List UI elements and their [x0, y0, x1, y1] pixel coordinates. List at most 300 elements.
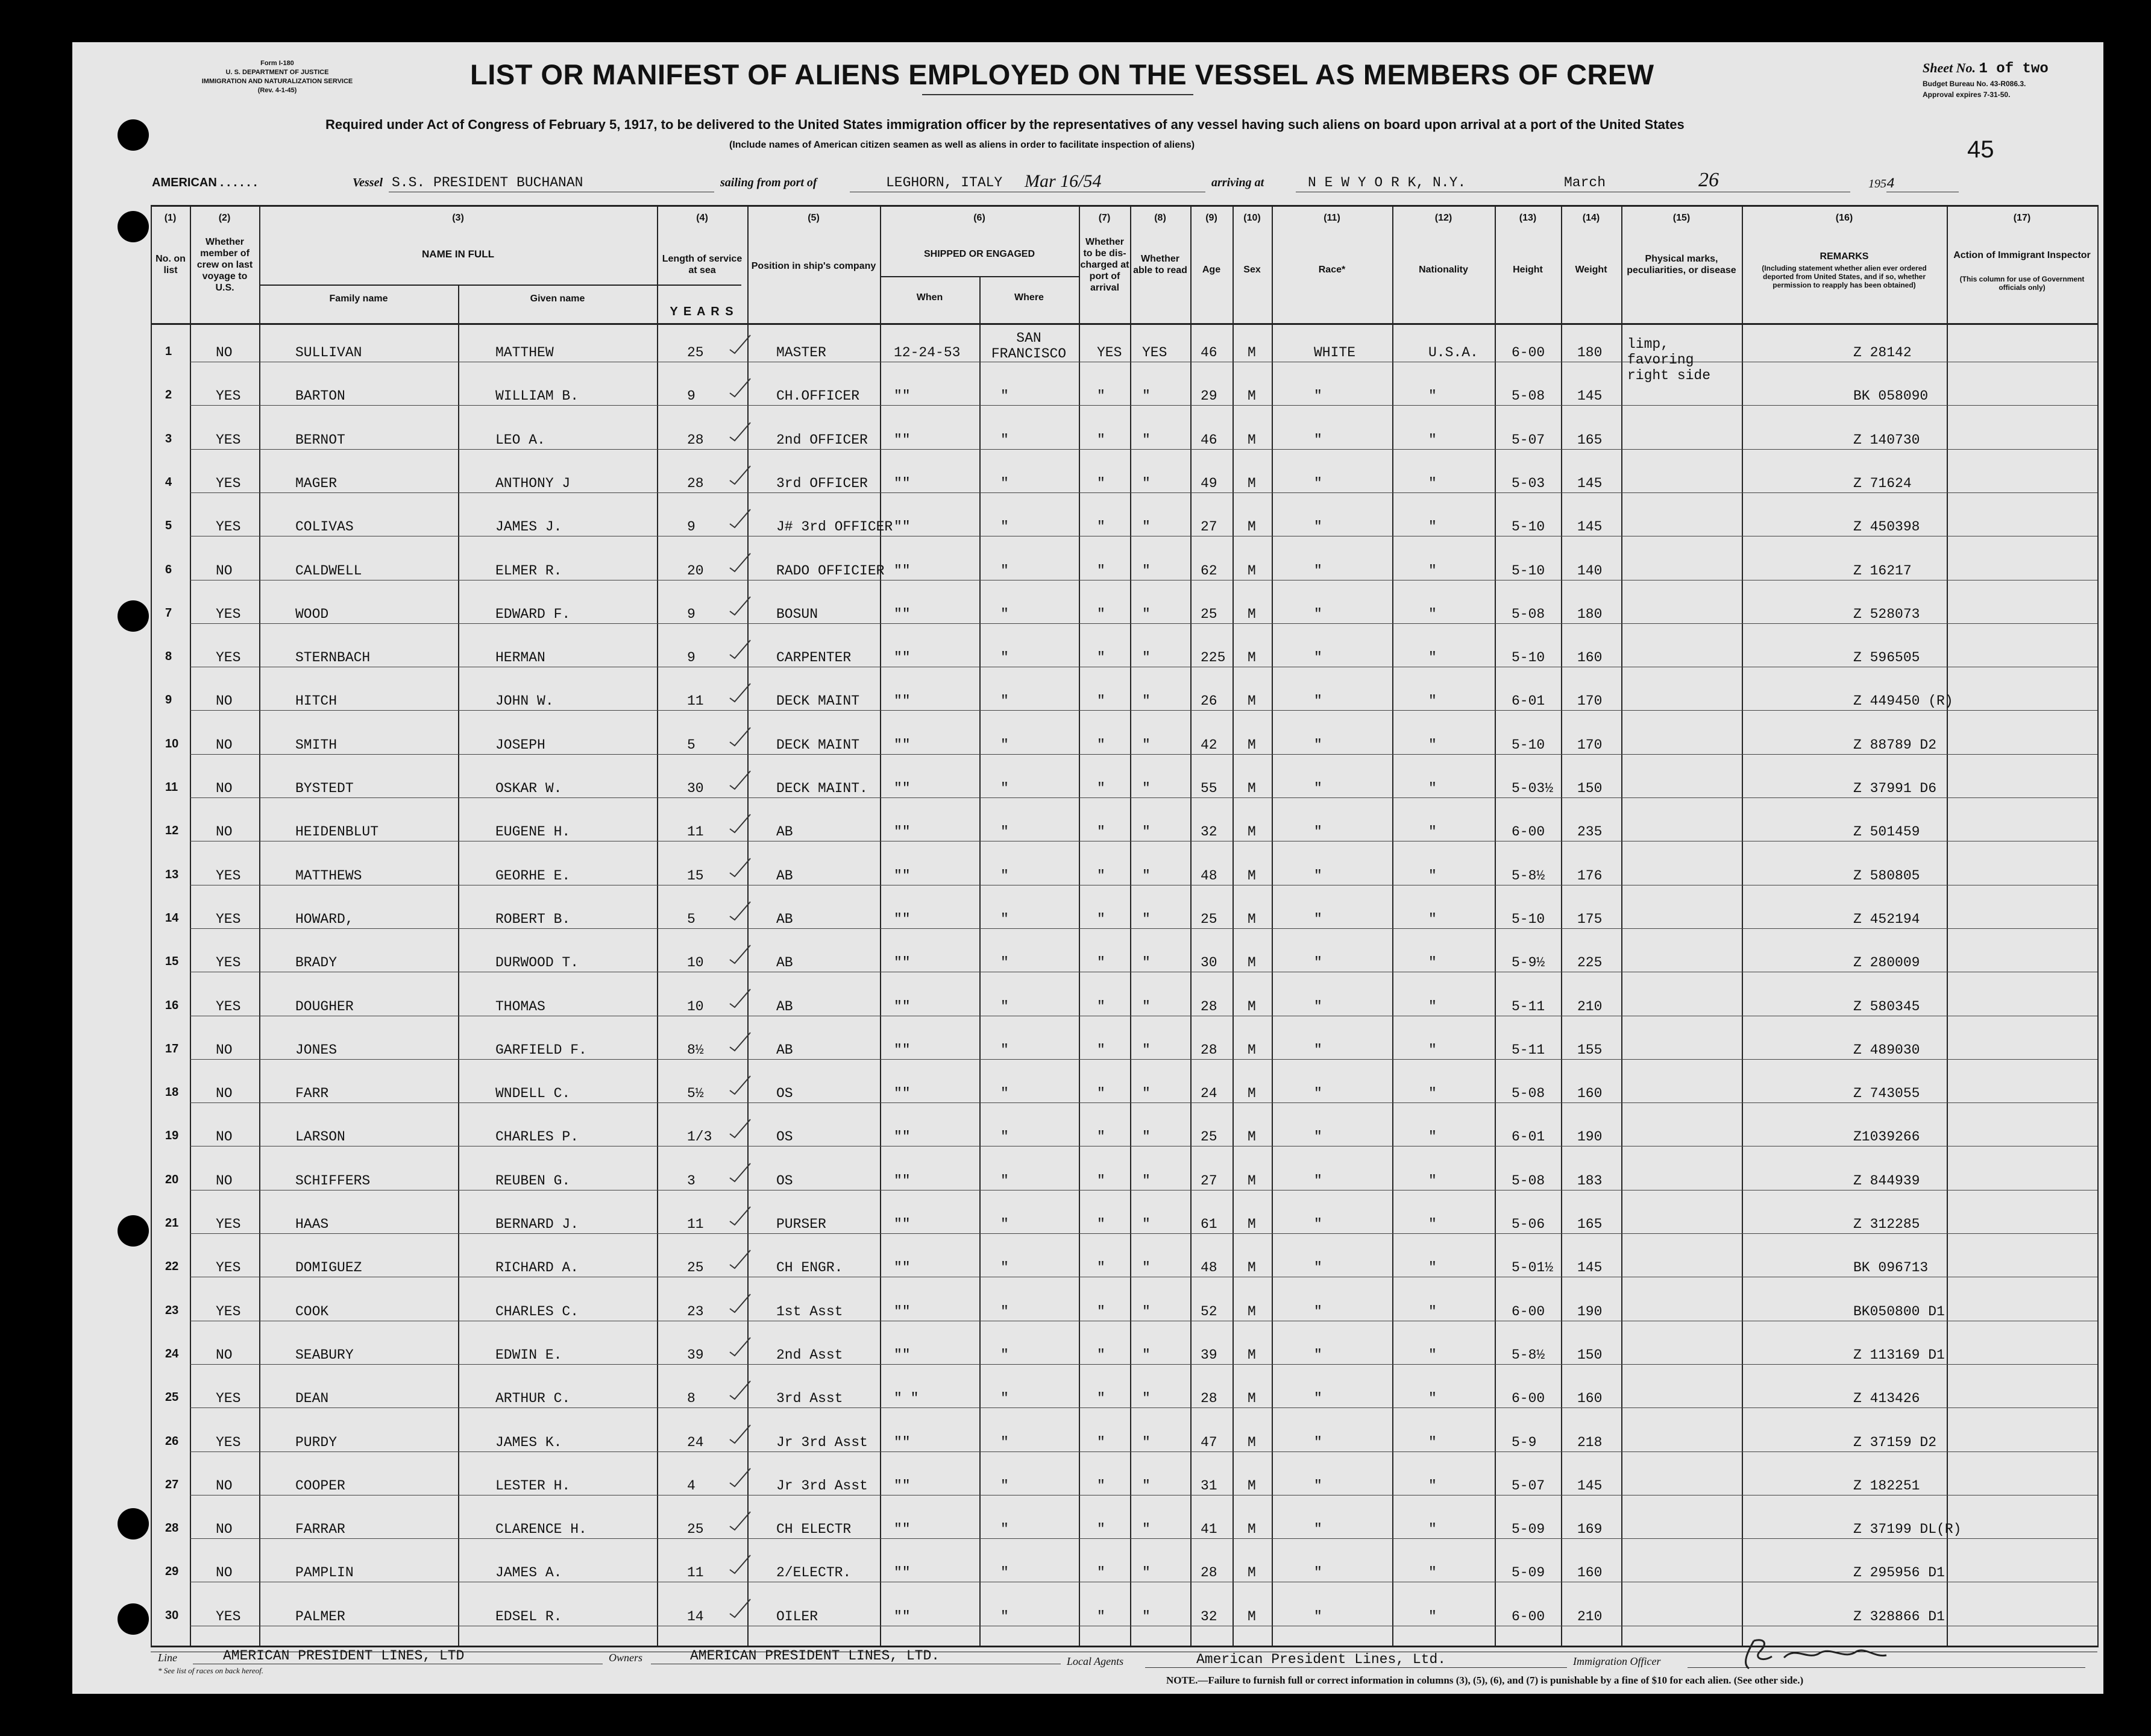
cell-prev: NO [216, 1478, 233, 1494]
cell-nat: " [1428, 1173, 1437, 1189]
cell-disch: " [1097, 1260, 1105, 1275]
check-mark-icon [726, 1072, 756, 1096]
cell-where: " [1000, 1347, 1009, 1363]
cell-height: 5-10 [1512, 911, 1545, 927]
include-text: (Include names of American citizen seamen as well as aliens in order to facilitate inspection of aliens) [729, 140, 1195, 150]
cell-nat: " [1428, 868, 1437, 884]
cell-race: " [1314, 693, 1322, 709]
cell-family: BERNOT [295, 432, 345, 448]
cell-given: OSKAR W. [495, 781, 562, 796]
check-mark-icon [726, 1029, 756, 1053]
cell-race: " [1314, 432, 1322, 448]
punch-hole [118, 600, 149, 632]
cell-years: 28 [687, 432, 704, 448]
cell-prev: YES [216, 650, 241, 665]
cell-where: " [1000, 1391, 1009, 1406]
cell-weight: 160 [1577, 1086, 1603, 1101]
vessel-label: Vessel [353, 176, 383, 189]
races-note: * See list of races on back hereof. [158, 1666, 263, 1675]
cell-when: "" [894, 1521, 911, 1537]
cell-where: " [1000, 955, 1009, 970]
arriving-label: arriving at [1211, 176, 1264, 189]
cell-age: 47 [1201, 1435, 1217, 1450]
check-mark-icon [726, 1116, 756, 1140]
cell-nat: " [1428, 432, 1437, 448]
col14-num: (14) [1582, 213, 1600, 223]
col16-num: (16) [1835, 213, 1853, 223]
cell-years: 1/3 [687, 1129, 712, 1145]
cell-nat: " [1428, 1347, 1437, 1363]
cell-remarks: Z 113169 D1 [1853, 1347, 1945, 1363]
cell-height: 6-00 [1512, 345, 1545, 360]
cell-nat: " [1428, 1216, 1437, 1232]
cell-race: " [1314, 737, 1322, 753]
cell-height: 5-03 [1512, 476, 1545, 491]
cell-sex: M [1248, 606, 1256, 622]
cell-age: 28 [1201, 1391, 1217, 1406]
check-mark-icon [726, 1160, 756, 1184]
cell-prev: YES [216, 1391, 241, 1406]
cell-read: " [1142, 563, 1151, 579]
cell-age: 52 [1201, 1304, 1217, 1319]
cell-family: BRADY [295, 955, 338, 970]
cell-nat: " [1428, 1260, 1437, 1275]
col10-label: Sex [1243, 265, 1261, 275]
cell-years: 5 [687, 737, 696, 753]
cell-weight: 165 [1577, 432, 1603, 448]
cell-prev: NO [216, 824, 233, 840]
cell-where: " [1000, 1304, 1009, 1319]
check-mark-icon [726, 811, 756, 835]
cell-age: 30 [1201, 955, 1217, 970]
cell-weight: 183 [1577, 1173, 1603, 1189]
line-label: Line [158, 1652, 178, 1664]
cell-sex: M [1248, 693, 1256, 709]
cell-no: 14 [165, 911, 179, 925]
row-rule [190, 754, 2097, 755]
check-mark-icon [726, 1377, 756, 1401]
cell-age: 25 [1201, 911, 1217, 927]
cell-weight: 180 [1577, 345, 1603, 360]
department: U. S. DEPARTMENT OF JUSTICE [225, 69, 329, 76]
cell-family: WOOD [295, 606, 329, 622]
cell-sex: M [1248, 388, 1256, 404]
cell-given: BERNARD J. [495, 1216, 579, 1232]
check-mark-icon [726, 506, 756, 530]
cell-years: 8 [687, 1391, 696, 1406]
check-mark-icon [726, 1291, 756, 1315]
cell-given: JAMES K. [495, 1435, 562, 1450]
cell-position: CH ENGR. [776, 1260, 843, 1275]
cell-when: "" [894, 1216, 911, 1232]
row-rule [190, 405, 2097, 406]
check-mark-icon [726, 1465, 756, 1489]
cell-disch: " [1097, 1435, 1105, 1450]
cell-race: " [1314, 824, 1322, 840]
cell-age: 62 [1201, 563, 1217, 579]
cell-no: 23 [165, 1304, 179, 1317]
cell-nat: " [1428, 737, 1437, 753]
handwritten-sail-date: Mar 16/54 [1025, 171, 1102, 191]
punch-hole [118, 1215, 149, 1247]
cell-given: ANTHONY J [495, 476, 571, 491]
cell-position: PURSER [776, 1216, 826, 1232]
cell-family: PAMPLIN [295, 1565, 354, 1580]
cell-read: " [1142, 868, 1151, 884]
cell-disch: " [1097, 1304, 1105, 1319]
cell-weight: 145 [1577, 388, 1603, 404]
cell-family: PALMER [295, 1609, 345, 1624]
cell-read: " [1142, 1435, 1151, 1450]
cell-read: " [1142, 1042, 1151, 1058]
cell-age: 27 [1201, 1173, 1217, 1189]
cell-height: 5-11 [1512, 999, 1545, 1014]
cell-sex: M [1248, 1216, 1256, 1232]
cell-no: 30 [165, 1609, 179, 1622]
cell-when: "" [894, 432, 911, 448]
column-divider [1621, 205, 1622, 1647]
cell-remarks: Z 88789 D2 [1853, 737, 1937, 753]
cell-given: DURWOOD T. [495, 955, 579, 970]
cell-disch: " [1097, 476, 1105, 491]
cell-prev: YES [216, 476, 241, 491]
cell-race: " [1314, 999, 1322, 1014]
cell-given: CLARENCE H. [495, 1521, 587, 1537]
cell-weight: 160 [1577, 650, 1603, 665]
cell-years: 11 [687, 1216, 704, 1232]
cell-read: " [1142, 650, 1151, 665]
cell-age: 24 [1201, 1086, 1217, 1101]
cell-no: 27 [165, 1478, 179, 1491]
cell-disch: " [1097, 519, 1105, 535]
cell-prev: YES [216, 1260, 241, 1275]
cell-read: " [1142, 999, 1151, 1014]
agents-underline [1145, 1667, 1567, 1668]
cell-position: DECK MAINT. [776, 781, 868, 796]
cell-no: 21 [165, 1216, 179, 1230]
cell-family: JONES [295, 1042, 338, 1058]
cell-when: "" [894, 1086, 911, 1101]
cell-where: " [1000, 563, 1009, 579]
check-mark-icon [726, 1508, 756, 1532]
cell-given: THOMAS [495, 999, 545, 1014]
cell-family: SULLIVAN [295, 345, 362, 360]
header-bottom-border [151, 323, 2097, 325]
cell-nat: " [1428, 1565, 1437, 1580]
col3-num: (3) [452, 213, 464, 223]
cell-remarks: Z 71624 [1853, 476, 1912, 491]
cell-position: AB [776, 999, 793, 1014]
cell-years: 9 [687, 650, 696, 665]
cell-read: " [1142, 1086, 1151, 1101]
sheet-label-text: Sheet No. [1923, 60, 1976, 75]
col1-label: No. on list [155, 254, 186, 275]
cell-where: " [1000, 1129, 1009, 1145]
cell-read: " [1142, 388, 1151, 404]
cell-sex: M [1248, 1260, 1256, 1275]
column-divider [151, 205, 152, 1647]
cell-disch: " [1097, 1347, 1105, 1363]
col3-label: NAME IN FULL [422, 248, 494, 260]
cell-weight: 140 [1577, 563, 1603, 579]
cell-age: 28 [1201, 999, 1217, 1014]
cell-nat: " [1428, 911, 1437, 927]
cell-nat: " [1428, 1521, 1437, 1537]
cell-read: " [1142, 1216, 1151, 1232]
cell-height: 5-11 [1512, 1042, 1545, 1058]
cell-given: JOSEPH [495, 737, 545, 753]
cell-years: 11 [687, 824, 704, 840]
column-divider [458, 285, 459, 1647]
cell-position: 2nd OFFICER [776, 432, 868, 448]
cell-prev: YES [216, 432, 241, 448]
cell-nat: " [1428, 824, 1437, 840]
cell-read: " [1142, 1304, 1151, 1319]
cell-age: 32 [1201, 824, 1217, 840]
cell-nat: " [1428, 1478, 1437, 1494]
cell-position: CH ELECTR [776, 1521, 852, 1537]
col10-num: (10) [1243, 213, 1261, 223]
cell-position: DECK MAINT [776, 737, 860, 753]
cell-disch: " [1097, 1565, 1105, 1580]
col14-label: Weight [1575, 265, 1607, 275]
cell-prev: YES [216, 999, 241, 1014]
col8-label: Whether able to read [1133, 254, 1187, 275]
cell-read: " [1142, 1129, 1151, 1145]
cell-prev: NO [216, 737, 233, 753]
cell-when: "" [894, 606, 911, 622]
cell-remarks: Z 37991 D6 [1853, 781, 1937, 796]
cell-weight: 150 [1577, 781, 1603, 796]
cell-age: 46 [1201, 345, 1217, 360]
cell-nat: " [1428, 519, 1437, 535]
cell-height: 5-08 [1512, 388, 1545, 404]
cell-family: MAGER [295, 476, 338, 491]
cell-remarks: Z 450398 [1853, 519, 1920, 535]
column-divider [190, 205, 191, 1647]
cell-where: " [1000, 1216, 1009, 1232]
owners-value: AMERICAN PRESIDENT LINES, LTD. [690, 1648, 940, 1664]
cell-race: " [1314, 1304, 1322, 1319]
cell-race: " [1314, 1391, 1322, 1406]
cell-weight: 218 [1577, 1435, 1603, 1450]
cell-remarks: Z 449450 (R) [1853, 693, 1953, 709]
cell-sex: M [1248, 1347, 1256, 1363]
cell-age: 55 [1201, 781, 1217, 796]
cell-remarks: Z 413426 [1853, 1391, 1920, 1406]
cell-years: 28 [687, 476, 704, 491]
cell-height: 5-07 [1512, 432, 1545, 448]
cell-when: "" [894, 911, 911, 927]
cell-age: 225 [1201, 650, 1226, 665]
cell-when: "" [894, 999, 911, 1014]
cell-age: 61 [1201, 1216, 1217, 1232]
cell-nat: " [1428, 1609, 1437, 1624]
cell-weight: 145 [1577, 519, 1603, 535]
cell-family: SEABURY [295, 1347, 354, 1363]
cell-where: " [1000, 1565, 1009, 1580]
row-rule [190, 1102, 2097, 1103]
cell-read: " [1142, 824, 1151, 840]
cell-nat: " [1428, 693, 1437, 709]
cell-position: 2/ELECTR. [776, 1565, 852, 1580]
row-rule [190, 1233, 2097, 1234]
punch-hole [118, 211, 149, 242]
check-mark-icon [726, 375, 756, 399]
sailing-label: sailing from port of [720, 176, 817, 189]
cell-position: BOSUN [776, 606, 818, 622]
cell-when: "" [894, 1129, 911, 1145]
year-suffix: 4 [1886, 176, 1895, 192]
cell-weight: 170 [1577, 693, 1603, 709]
service: IMMIGRATION AND NATURALIZATION SERVICE [201, 78, 353, 85]
cell-no: 22 [165, 1260, 179, 1273]
col5-label: Position in ship's company [751, 261, 876, 271]
cell-sex: M [1248, 1086, 1256, 1101]
cell-remarks: Z 580805 [1853, 868, 1920, 884]
cell-years: 25 [687, 1521, 704, 1537]
cell-where: " [1000, 824, 1009, 840]
cell-read: " [1142, 693, 1151, 709]
cell-prev: NO [216, 1129, 233, 1145]
row-rule [190, 710, 2097, 711]
arrival-port: N E W Y O R K, N.Y. [1308, 175, 1466, 190]
col7-num: (7) [1098, 213, 1111, 223]
row-rule [190, 449, 2097, 450]
check-mark-icon [726, 593, 756, 617]
cell-when: "" [894, 1435, 911, 1450]
col3-family-label: Family name [329, 294, 388, 304]
col13-label: Height [1513, 265, 1543, 275]
cell-race: " [1314, 1260, 1322, 1275]
check-mark-icon [726, 724, 756, 748]
cell-given: GARFIELD F. [495, 1042, 587, 1058]
cell-read: " [1142, 955, 1151, 970]
check-mark-icon [726, 767, 756, 791]
col4-label: Length of service at sea [662, 254, 743, 275]
cell-age: 48 [1201, 1260, 1217, 1275]
cell-sex: M [1248, 1565, 1256, 1580]
col11-label: Race* [1318, 265, 1346, 275]
cell-age: 41 [1201, 1521, 1217, 1537]
form-info [187, 59, 368, 95]
cell-position: CARPENTER [776, 650, 852, 665]
penalty-note: NOTE.—Failure to furnish full or correct information in columns (3), (5), (6), and (7) is punishable by a fine of $10 for each alien. (See other side.) [1166, 1675, 1804, 1686]
cell-remarks: Z 528073 [1853, 606, 1920, 622]
col1-num: (1) [164, 213, 177, 223]
cell-sex: M [1248, 737, 1256, 753]
cell-given: WNDELL C. [495, 1086, 571, 1101]
column-divider [1947, 205, 1948, 1647]
cell-read: " [1142, 781, 1151, 796]
cell-when: "" [894, 1347, 911, 1363]
cell-nat: " [1428, 650, 1437, 665]
cell-read: " [1142, 1173, 1151, 1189]
cell-height: 5-8½ [1512, 1347, 1545, 1363]
cell-years: 11 [687, 693, 704, 709]
col2-label: Whether member of crew on last voyage to U.S. [196, 237, 253, 293]
cell-remarks: BK 096713 [1853, 1260, 1929, 1275]
row-rule [190, 492, 2097, 493]
cell-no: 10 [165, 737, 179, 750]
cell-weight: 150 [1577, 1347, 1603, 1363]
cell-where: " [1000, 650, 1009, 665]
page-title: LIST OR MANIFEST OF ALIENS EMPLOYED ON THE VESSEL AS MEMBERS OF CREW [470, 58, 1654, 90]
officer-signature [1736, 1634, 1892, 1676]
cell-when: "" [894, 650, 911, 665]
cell-race: " [1314, 563, 1322, 579]
check-mark-icon [726, 942, 756, 966]
cell-when: "" [894, 1042, 911, 1058]
cell-given: EDWIN E. [495, 1347, 562, 1363]
cell-position: Jr 3rd Asst [776, 1435, 868, 1450]
cell-nat: " [1428, 606, 1437, 622]
cell-read: YES [1142, 345, 1167, 360]
cell-remarks: Z 312285 [1853, 1216, 1920, 1232]
cell-remarks: Z 501459 [1853, 824, 1920, 840]
cell-race: WHITE [1314, 345, 1356, 360]
cell-family: STERNBACH [295, 650, 371, 665]
cell-age: 27 [1201, 519, 1217, 535]
cell-given: MATTHEW [495, 345, 554, 360]
cell-sex: M [1248, 563, 1256, 579]
cell-prev: YES [216, 868, 241, 884]
cell-years: 30 [687, 781, 704, 796]
cell-prev: NO [216, 1042, 233, 1058]
cell-prev: YES [216, 519, 241, 535]
cell-when: 12-24-53 [894, 345, 961, 360]
cell-family: SCHIFFERS [295, 1173, 371, 1189]
cell-years: 5 [687, 911, 696, 927]
cell-race: " [1314, 1086, 1322, 1101]
cell-nat: " [1428, 476, 1437, 491]
cell-sex: M [1248, 432, 1256, 448]
cell-when: "" [894, 1173, 911, 1189]
cell-weight: 169 [1577, 1521, 1603, 1537]
row-rule [190, 1407, 2097, 1408]
cell-race: " [1314, 1129, 1322, 1145]
cell-family: HITCH [295, 693, 338, 709]
cell-no: 24 [165, 1347, 179, 1360]
cell-weight: 180 [1577, 606, 1603, 622]
cell-disch: " [1097, 563, 1105, 579]
cell-when: "" [894, 1478, 911, 1494]
cell-height: 5-09 [1512, 1565, 1545, 1580]
cell-where: " [1000, 1042, 1009, 1058]
cell-position: OS [776, 1129, 793, 1145]
cell-years: 39 [687, 1347, 704, 1363]
cell-position: AB [776, 868, 793, 884]
col9-num: (9) [1205, 213, 1217, 223]
cell-remarks: Z 452194 [1853, 911, 1920, 927]
cell-when: "" [894, 476, 911, 491]
agents-value: American President Lines, Ltd. [1196, 1652, 1446, 1667]
cell-given: CHARLES C. [495, 1304, 579, 1319]
approval-expiry: Approval expires 7-31-50. [1923, 90, 2011, 99]
cell-sex: M [1248, 519, 1256, 535]
col7-label: Whether to be dis-charged at port of arrival [1080, 237, 1129, 293]
cell-no: 6 [165, 563, 172, 576]
cell-read: " [1142, 606, 1151, 622]
col15-label: Physical marks, peculiarities, or disease [1627, 254, 1736, 275]
cell-nat: " [1428, 1435, 1437, 1450]
nationality-value: AMERICAN [152, 176, 217, 189]
cell-where: " [1000, 519, 1009, 535]
cell-race: " [1314, 388, 1322, 404]
cell-where: " [1000, 781, 1009, 796]
cell-read: " [1142, 1565, 1151, 1580]
cell-read: " [1142, 1347, 1151, 1363]
